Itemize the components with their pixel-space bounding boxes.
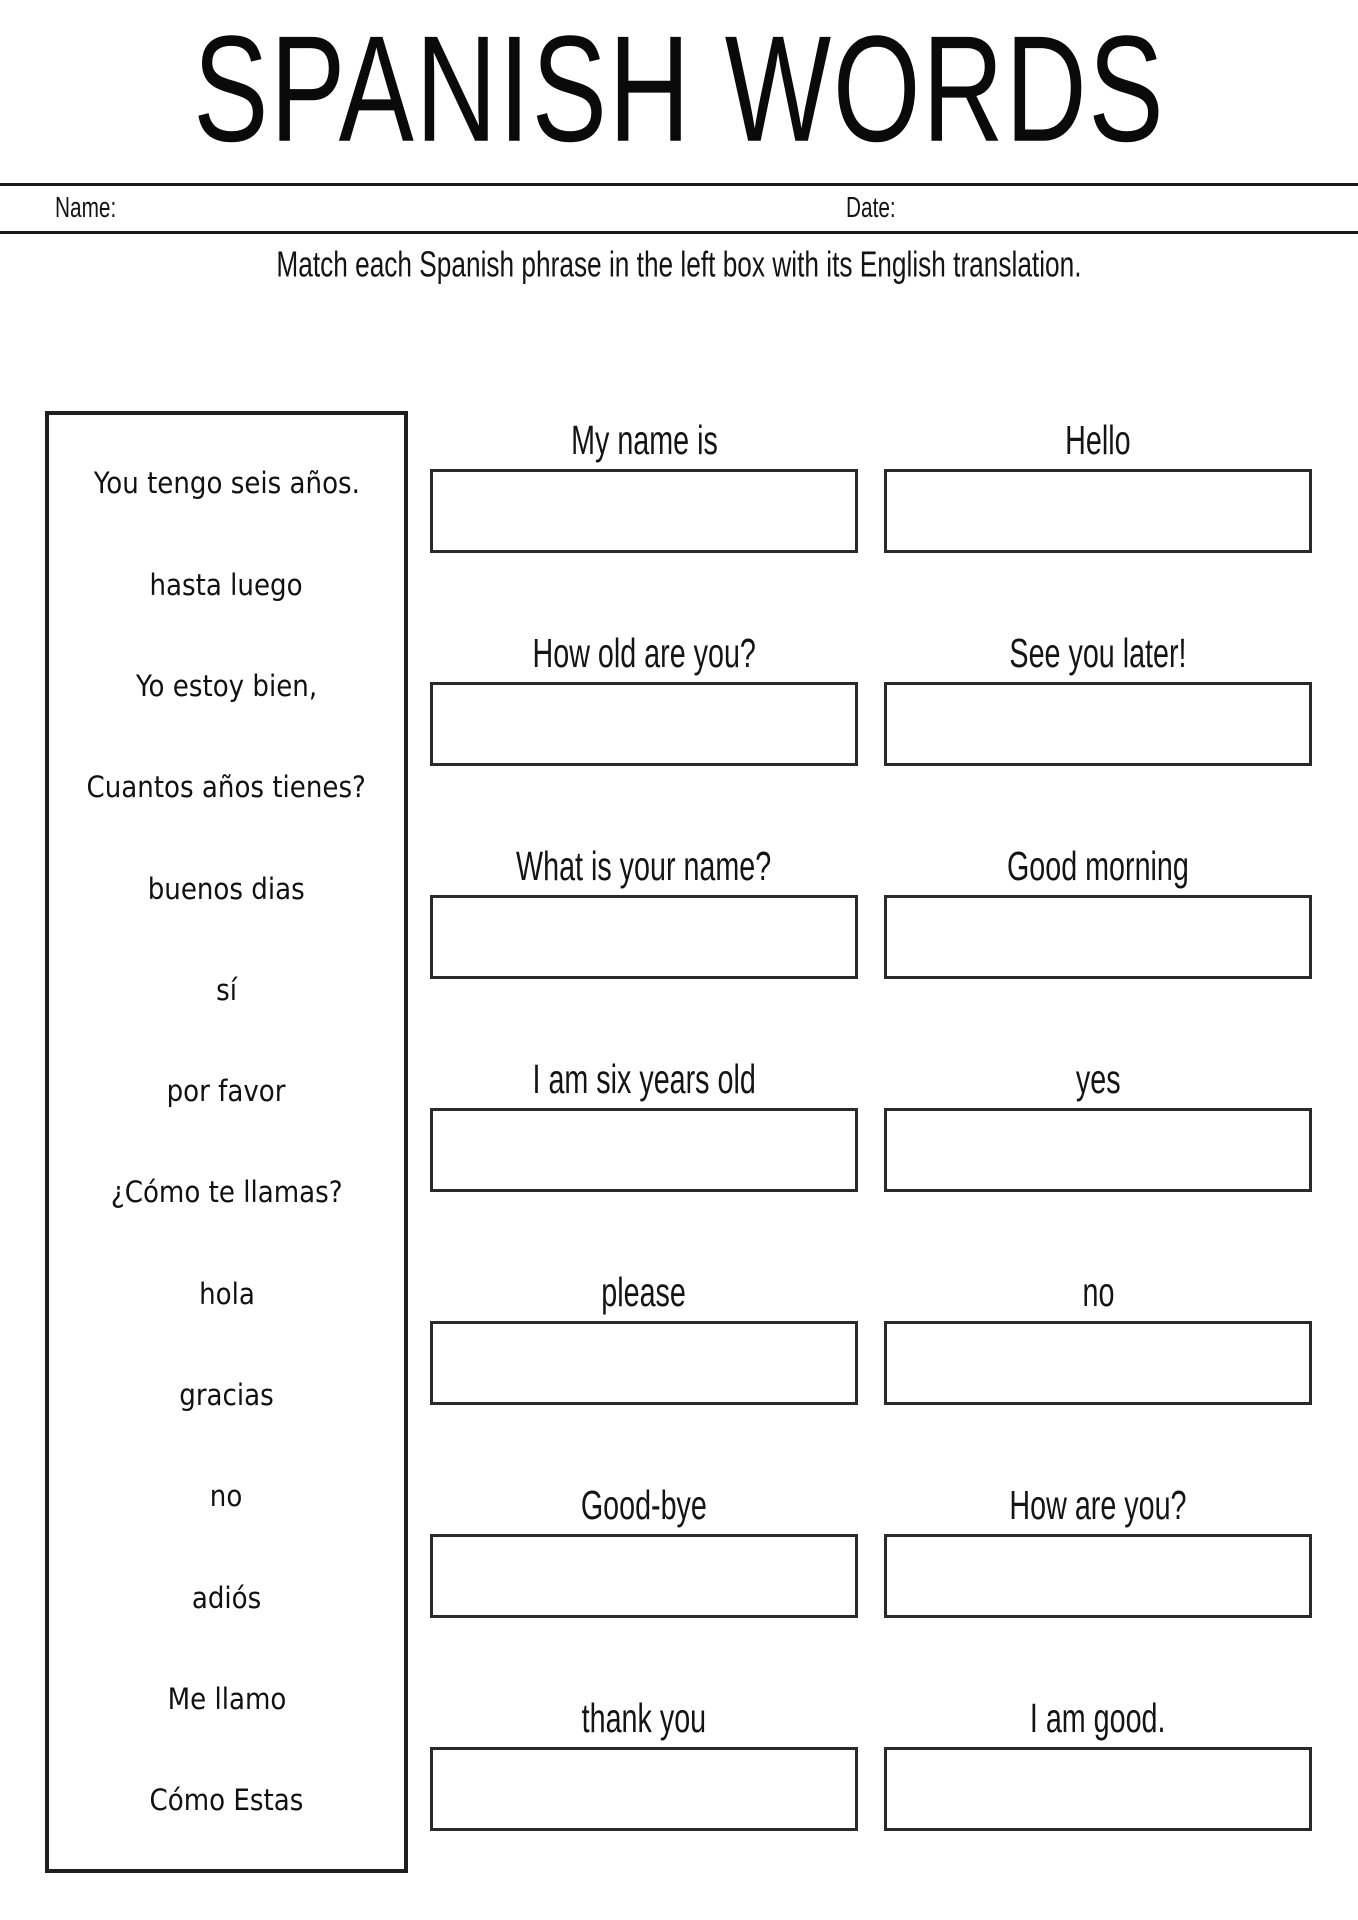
answer-prompt: yes (1075, 1056, 1121, 1103)
answer-input-box[interactable] (430, 1108, 858, 1192)
answer-prompt: Hello (1065, 417, 1131, 464)
header-rule-top (0, 183, 1358, 186)
answer-cell-right (884, 843, 1312, 1056)
answer-cell-left (430, 843, 858, 1056)
word-bank-item[interactable]: Cómo Estas (149, 1783, 304, 1818)
answer-row (430, 1056, 1312, 1269)
answer-input-box[interactable] (884, 1534, 1312, 1618)
answer-prompt: thank you (581, 1695, 707, 1742)
word-bank-item[interactable]: buenos dias (148, 871, 305, 906)
word-bank-item[interactable]: hola (198, 1276, 255, 1311)
answer-input-box[interactable] (430, 1534, 858, 1618)
answer-cell-right (884, 630, 1312, 843)
answer-input-box[interactable] (430, 1747, 858, 1831)
word-bank-item[interactable]: ¿Cómo te llamas? (110, 1175, 343, 1210)
answer-prompt: Good morning (1007, 843, 1189, 890)
answer-cell-right (884, 1482, 1312, 1695)
answer-cell-left (430, 1482, 858, 1695)
answer-prompt: please (601, 1269, 687, 1316)
answer-prompt: I am good. (1030, 1695, 1166, 1742)
answer-cell-right (884, 1695, 1312, 1908)
answer-cell-left (430, 1269, 858, 1482)
word-bank-item[interactable]: hasta luego (149, 567, 304, 602)
word-bank-item[interactable]: Yo estoy bien, (135, 668, 318, 703)
answer-cell-left (430, 1695, 858, 1908)
answer-cell-right (884, 417, 1312, 630)
answer-prompt: How old are you? (532, 630, 756, 677)
answer-prompt: I am six years old (532, 1056, 756, 1103)
answer-cell-left (430, 1056, 858, 1269)
answer-input-box[interactable] (430, 1321, 858, 1405)
answer-prompt: My name is (570, 417, 718, 464)
answer-row (430, 417, 1312, 630)
answer-input-box[interactable] (430, 682, 858, 766)
answer-input-box[interactable] (884, 1108, 1312, 1192)
answer-grid (430, 417, 1312, 1890)
word-bank-item[interactable]: sí (216, 972, 237, 1007)
answer-prompt: How are you? (1009, 1482, 1187, 1529)
answer-input-box[interactable] (884, 895, 1312, 979)
answer-cell-right (884, 1056, 1312, 1269)
answer-input-box[interactable] (430, 895, 858, 979)
word-bank-item[interactable]: por favor (167, 1074, 286, 1109)
answer-input-box[interactable] (884, 1321, 1312, 1405)
answer-row (430, 843, 1312, 1056)
instruction-label: Match each Spanish phrase in the left box with its English translation. (276, 243, 1082, 285)
answer-row (430, 1695, 1312, 1908)
answer-input-box[interactable] (884, 469, 1312, 553)
word-bank-item[interactable]: gracias (179, 1377, 274, 1412)
date-field-label: Date: (846, 190, 896, 224)
answer-input-box[interactable] (430, 469, 858, 553)
answer-row (430, 1269, 1312, 1482)
answer-cell-left (430, 417, 858, 630)
page-title: SPANISH WORDS (192, 5, 1166, 174)
answer-row (430, 630, 1312, 843)
word-bank-item[interactable]: Me llamo (167, 1681, 286, 1716)
word-bank-item[interactable]: You tengo seis años. (93, 466, 360, 501)
answer-prompt: no (1082, 1269, 1114, 1316)
answer-cell-left (430, 630, 858, 843)
answer-input-box[interactable] (884, 682, 1312, 766)
answer-prompt: Good-bye (580, 1482, 708, 1529)
word-bank (45, 411, 408, 1873)
word-bank-item[interactable]: no (210, 1479, 243, 1514)
title-band (0, 0, 1358, 180)
answer-prompt: What is your name? (516, 843, 772, 890)
answer-row (430, 1482, 1312, 1695)
answer-prompt: See you later! (1009, 630, 1187, 677)
answer-cell-right (884, 1269, 1312, 1482)
word-bank-item[interactable]: adiós (191, 1580, 262, 1615)
instruction-text (0, 243, 1358, 285)
answer-input-box[interactable] (884, 1747, 1312, 1831)
name-field-label: Name: (55, 190, 117, 224)
word-bank-item[interactable]: Cuantos años tienes? (86, 770, 367, 805)
header-rule-bottom (0, 231, 1358, 234)
